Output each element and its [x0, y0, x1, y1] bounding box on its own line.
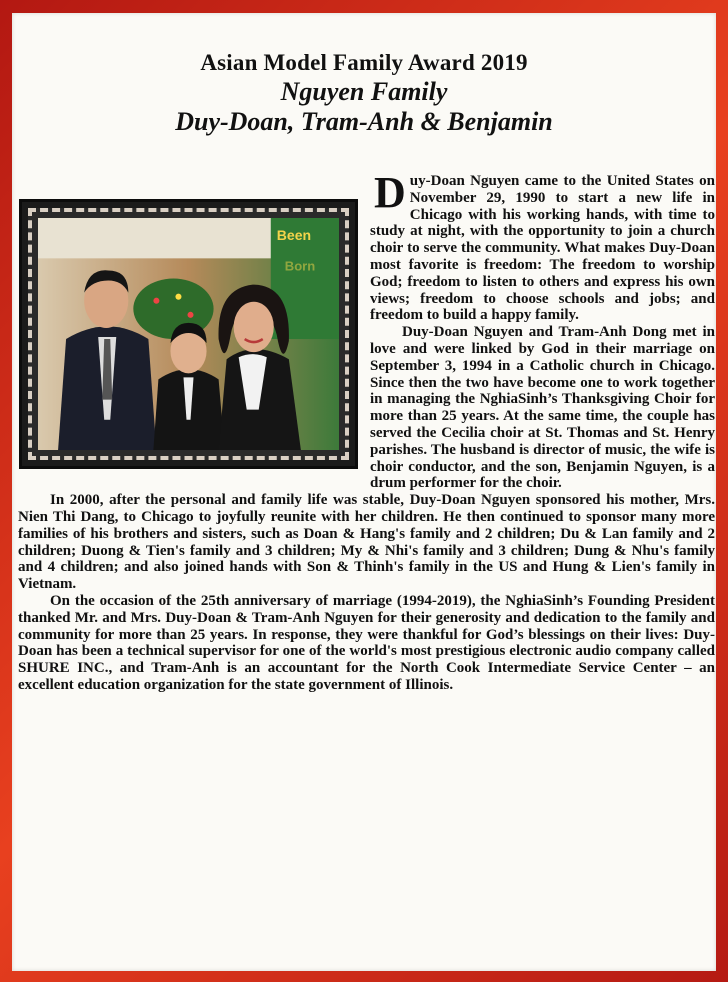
sign-text: Been	[276, 227, 312, 244]
page-title: Asian Model Family Award 2019	[200, 50, 528, 75]
paragraph-4: On the occasion of the 25th anniversary of marriage (1994-2019), the NghiaSinh’s Founding President thanked Mr. and Mrs. Duy-Doan & Tram-Anh Nguyen for their generosity and dedication to the family and community for more than 25 years. In response, they were thankful for God’s blessings on their lives: Duy-Doan has been a technical supervisor for one of the world's most prestigious electronic audio company called SHURE INC., and Tram-Anh is an accountant for the North Cook Intermediate Service Center – an excellent education organization for the state government of Illinois.	[18, 592, 715, 693]
header	[12, 49, 716, 137]
photo-mat	[28, 208, 349, 460]
paragraph-1-text: uy-Doan Nguyen came to the United States on November 29, 1990 to start a new life in Chicago with his working hands, with time to study at night, with the opportunity to join a church choir to serve the community. What makes Duy-Doan most favorite is freedom: The freedom to worship God; freedom to listen to others and express his own views; freedom to choose schools and jobs; and freedom to build a happy family.	[370, 173, 715, 324]
family-members: Duy-Doan, Tram-Anh & Benjamin	[175, 107, 553, 136]
drop-cap: D	[374, 168, 406, 217]
sign-text-2: Born	[284, 258, 316, 274]
woman-face	[234, 302, 274, 352]
paragraph-2: Duy-Doan Nguyen and Tram-Anh Dong met in love and were linked by God in their marriage on September 3, 1994 in a Catholic church in Chicago. Since then the two have become one to work together in managing the NghiaSinh’s Thanksgiving Choir for more than 25 years. At the same time, the couple has served the Cecilia choir at St. Thomas and St. Henry parishes. The husband is director of music, the wife is choir conductor, and the son, Benjamin Nguyen, is a drum performer for the choir.	[370, 324, 715, 492]
family-photo	[38, 218, 339, 450]
paragraph-3: In 2000, after the personal and family life was stable, Duy-Doan Nguyen sponsored his mother, Mrs. Nien Thi Dang, to Chicago to joyfully reunite with her children. He then continued to sponsor many more families of his brothers and sisters, such as Doan & Hang's family and 2 children; Du & Lan family and 2 children; Duong & Tien's family and 3 children; My & Nhi's family and 3 children; Dung & Nhu's family and 4 children; and also joined hands with Son & Thinh's family in the US and Hung & Lien's family in Vietnam.	[18, 492, 715, 593]
family-photo-frame	[19, 199, 358, 469]
family-name: Nguyen Family	[280, 77, 448, 106]
document-page	[12, 13, 716, 971]
